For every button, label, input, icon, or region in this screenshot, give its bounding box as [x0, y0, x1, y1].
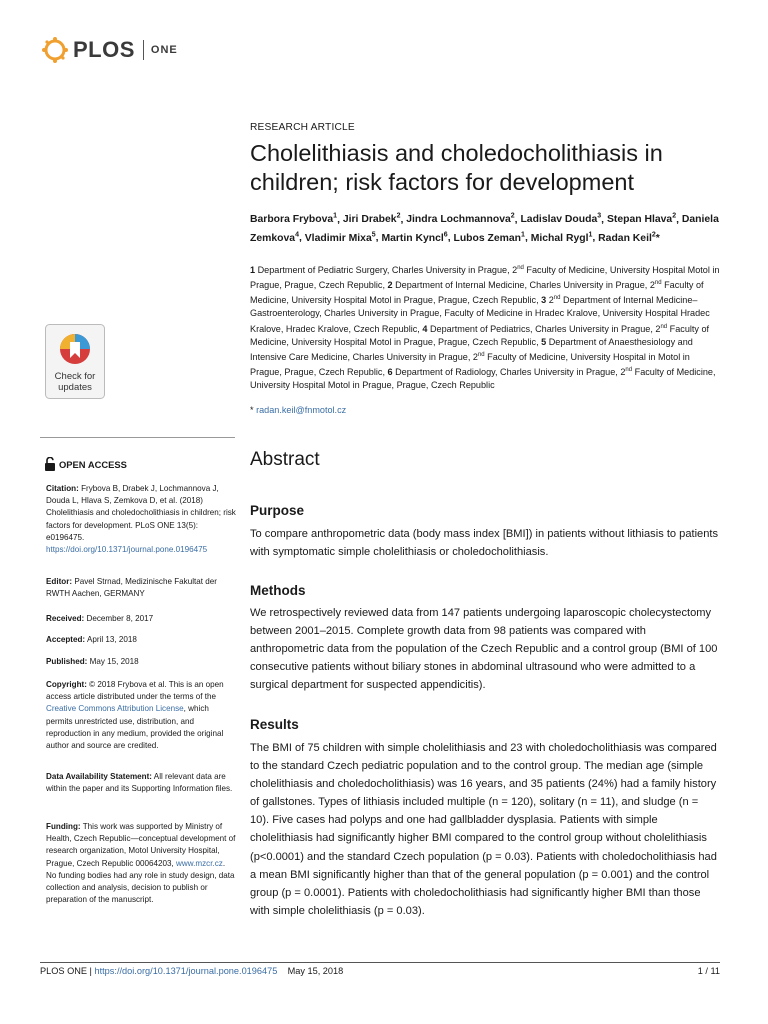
author [343, 214, 401, 225]
author-affiliation-number: 4 [295, 231, 299, 239]
accepted-block [46, 634, 236, 646]
author-name: Jindra Lochmannova [406, 214, 511, 226]
author-affiliation-number: 2 [396, 213, 401, 220]
sidebar-divider [40, 437, 235, 438]
author-name: Radan Keil [598, 232, 652, 244]
affiliation-text: Department of Radiology, Charles University in Prague, 2 [395, 366, 626, 377]
copyright-block [46, 679, 236, 752]
corresponding-marker: * [655, 232, 660, 244]
affiliation-number: 1 [250, 265, 256, 276]
corresponding-author [250, 405, 346, 415]
footer-divider [40, 962, 720, 963]
badge-text-updates: updates [58, 382, 92, 393]
affiliation-text: Department of Internal Medicine, Charles University in Prague, 2 [395, 280, 655, 291]
affiliation-text: 2 [548, 295, 554, 306]
author-affiliation-number: 1 [588, 231, 593, 239]
affiliation-text-rest: Department of Internal Medicine–Gastroenterology, Charles University in Prague, Faculty of Medicine in Hradec Kralove, University Hospital Hradec Kralove, Hradec Kralove, Czech Republic, [250, 295, 710, 334]
author [531, 233, 593, 244]
author-affiliation-number: 3 [597, 213, 602, 220]
methods-text: We retrospectively reviewed data from 147 patients undergoing laparoscopic cholecystectomy between 2001–2015. Complete growth data from 98 patients was compared with anthropometric data from the population of the Czech Republic and a control group (BMI of 100 consecutive patients without biliary stones in abdominal ultrasound who were admitted to a surgical department for suspected appendicitis). [250, 607, 718, 692]
author-name: Stepan Hlava [606, 214, 673, 226]
copyright-text: © 2018 Frybova et al. This is an open access article distributed under the terms of the [46, 680, 224, 702]
published-label: Published: [46, 657, 88, 666]
page-footer [40, 966, 720, 976]
open-access-label [44, 457, 127, 471]
ordinal-suffix: nd [517, 265, 524, 271]
editor-label: Editor: [46, 577, 73, 586]
data-availability-label: Data Availability Statement: [46, 772, 152, 781]
affiliation-text: Department of Pediatric Surgery, Charles University in Prague, 2 [257, 265, 518, 276]
page-number: 1 / 11 [697, 966, 720, 976]
purpose-text: To compare anthropometric data (body mass index [BMI]) in patients without lithiasis to patients with symptomatic simple cholelithiasis or choledocholithiasis. [250, 528, 719, 559]
author-list: Barbora Frybova$^1$, Jiri Drabek$^2$, Jindra Lochmannova$^2$, Ladislav Douda$^3$, Stepan Hlava$^2$, Daniela Zemkova$^4$, Vladimir Mixa$^5$, Martin Kyncl$^6$, Lubos Zeman$^1$, Michal Rygl$^1$, Radan Keil$^2$* [250, 213, 719, 244]
received-label: Received: [46, 614, 85, 623]
open-access-text: OPEN ACCESS [59, 458, 127, 470]
affiliation-text-rest: Faculty of Medicine, University Hospital in Motol in Prague, Prague, Czech Republic, [250, 351, 690, 377]
article-type: RESEARCH ARTICLE [250, 122, 355, 133]
editor-text: Pavel Strnad, Medizinische Fakultat der RWTH Aachen, GERMANY [46, 577, 217, 599]
author [381, 233, 447, 244]
affiliation-number: 5 [541, 336, 547, 347]
article-title: Cholelithiasis and choledocholithiasis in children; risk factors for development [250, 140, 663, 195]
funding-block [46, 821, 236, 906]
author-name: Lubos Zeman [453, 232, 522, 244]
editor-block [46, 576, 236, 600]
author [453, 233, 524, 244]
footer-doi-link[interactable]: https://doi.org/10.1371/journal.pone.0196475 [94, 966, 278, 976]
published-date: May 15, 2018 [87, 657, 139, 666]
check-for-updates-badge[interactable] [45, 324, 105, 399]
affiliation-text: Department of Anaesthesiology and Intensive Care Medicine, Charles University in Prague, 2 [250, 336, 693, 362]
author-name: Jiri Drabek [342, 214, 397, 226]
affiliation-text: Department of Pediatrics, Charles University in Prague, 2 [429, 323, 661, 334]
author-name: Martin Kyncl [381, 232, 444, 244]
footer-date: May 15, 2018 [287, 966, 344, 976]
author-name: Ladislav Douda [520, 214, 598, 226]
abstract-heading: Abstract [250, 449, 320, 470]
logo-wordmark: PLOS [73, 37, 135, 62]
footer-journal: PLOS ONE | [40, 966, 95, 976]
author-affiliation-number: 2 [672, 213, 677, 220]
results-heading: Results [250, 717, 299, 732]
received-block [46, 613, 236, 625]
accepted-date: April 13, 2018 [85, 635, 137, 644]
affiliation-number: 6 [387, 366, 393, 377]
affiliation-number: 4 [422, 323, 428, 334]
data-availability-block [46, 771, 236, 795]
affiliation-text-rest: Faculty of Medicine, University Hospital Motol in Prague, Prague, Czech Republic, [250, 265, 720, 291]
plos-one-logo [40, 34, 178, 66]
author-affiliation-number: 1 [333, 213, 338, 220]
author-affiliation-number: 6 [443, 231, 448, 239]
corresponding-email-link[interactable]: radan.keil@fnmotol.cz [256, 405, 347, 415]
ordinal-suffix: nd [660, 323, 668, 330]
author [305, 233, 376, 244]
author [406, 214, 514, 225]
ordinal-suffix: nd [625, 366, 633, 373]
received-date: December 8, 2017 [84, 614, 154, 623]
open-lock-icon [44, 457, 56, 471]
copyright-text-end: , which permits unrestricted use, distribution, and reproduction in any medium, provided the original author and source are credited. [46, 704, 224, 751]
logo-journal: ONE [150, 44, 178, 56]
author-name: Michal Rygl [530, 232, 589, 244]
author-name: Vladimir Mixa [304, 232, 372, 244]
citation-doi-link[interactable]: https://doi.org/10.1371/journal.pone.0196475 [46, 545, 208, 555]
corresponding-star: * [250, 405, 254, 415]
author [598, 233, 660, 244]
funding-text-end: . No funding bodies had any role in study design, data collection and analysis, decision to publish or preparation of the manuscript. [46, 858, 235, 905]
citation-label: Citation: [46, 484, 79, 493]
affiliation-list [250, 262, 720, 392]
methods-heading: Methods [250, 583, 306, 598]
affiliation-number: 3 [541, 295, 547, 306]
ordinal-suffix: nd [654, 280, 662, 287]
data-availability-text: All relevant data are within the paper and its Supporting Information files. [46, 772, 233, 794]
affiliation-text-rest: Faculty of Medicine, University Hospital Motol in Prague, Prague, Czech Republic [250, 366, 716, 390]
purpose-heading: Purpose [250, 503, 305, 518]
copyright-label: Copyright: [46, 680, 87, 689]
results-text: The BMI of 75 children with simple cholelithiasis and 23 with choledocholithiasis was compared to the standard Czech pediatric population and to the control group. The median age (simple cholelithiasis and choledocholithiasis) was 16 years, and 35 patients (24%) had a family history of gallstones. Types of lithiasis included multiple (n = 120), solitary (n = 11), and sludge (n = 10). Five cases had polyps and one had gallbladder dysplasia. Patients with simple cholelithiasis had significantly higher BMI compared to the control group without cholelithiasis (p<0.0001) and the standard Czech population (p = 0.03). Patients with choledocholithiasis had a mean BMI significantly higher than that of the general population (p = 0.001) and the control group (p = 0.0001). Patients with choledocholithiasis had significantly higher BMI than those with simple cholelithiasis (p = 0.03). [250, 742, 717, 917]
citation-text: Frybova B, Drabek J, Lochmannova J, Douda L, Hlava S, Zemkova D, et al. (2018) Cholelithiasis and choledocholithiasis in children; risk factors for development. PLoS ONE 13(5): e0196475. [46, 484, 236, 542]
author [250, 214, 337, 225]
badge-text-check: Check for [54, 371, 96, 382]
logo-divider [143, 40, 144, 60]
license-link[interactable]: Creative Commons Attribution License [46, 704, 184, 714]
ordinal-suffix: nd [553, 295, 561, 302]
affiliation-text-rest: Faculty of Medicine, University Hospital Motol in Prague, Prague, Czech Republic, [250, 280, 704, 306]
accepted-label: Accepted: [46, 635, 86, 644]
funding-link[interactable]: www.mzcr.cz [176, 858, 223, 868]
author-affiliation-number: 2 [651, 231, 656, 239]
affiliation-number: 2 [387, 280, 393, 291]
plos-logo-icon [40, 35, 70, 65]
funding-label: Funding: [46, 822, 81, 831]
published-block [46, 656, 236, 668]
author [607, 214, 676, 225]
author [520, 214, 601, 225]
ordinal-suffix: nd [477, 351, 485, 358]
author-affiliation-number: 5 [371, 231, 376, 239]
author-name: Barbora Frybova [250, 214, 334, 226]
affiliation-text-rest: Faculty of Medicine, University Hospital Motol in Prague, Prague, Czech Republic, [250, 323, 710, 347]
funding-text: This work was supported by Ministry of Health, Czech Republic—conceptual development of research organization, Motol University Hospital, Prague, Czech Republic 00064203, [46, 822, 236, 868]
author-affiliation-number: 1 [521, 231, 525, 239]
citation-block [46, 483, 236, 556]
author-affiliation-number: 2 [510, 213, 515, 220]
author-name: Daniela Zemkova [250, 214, 719, 244]
